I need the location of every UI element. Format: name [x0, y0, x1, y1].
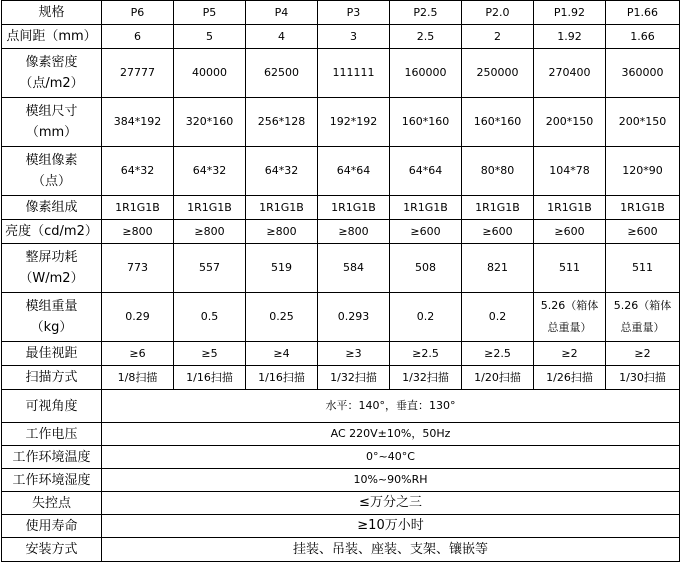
spec-cell	[390, 342, 462, 366]
spec-cell	[390, 244, 462, 293]
spec-cell	[102, 49, 174, 98]
spec-cell-value: 1/26扫描	[546, 370, 593, 384]
spec-cell	[462, 98, 534, 147]
spec-cell-value: 62500	[264, 66, 299, 79]
model-header-p1-66: P1.66	[606, 1, 680, 25]
spec-cell	[174, 366, 246, 390]
spec-cell-value: ≥800	[122, 224, 153, 238]
spec-cell	[462, 220, 534, 244]
spec-cell-value: 1/16扫描	[186, 370, 233, 384]
row-label-line: 最佳视距	[25, 346, 78, 361]
spec-cell-value: ≥800	[338, 224, 369, 238]
spec-cell-value: 256*128	[257, 115, 306, 128]
spec-cell-value: 104*78	[549, 164, 590, 177]
spec-cell-value: 0.25	[269, 310, 294, 323]
spec-cell-value: 0.2	[416, 310, 435, 323]
model-header-p2-5: P2.5	[390, 1, 462, 25]
row-label-best-viewing-distance	[2, 342, 102, 366]
spec-cell-value: 0.29	[125, 310, 150, 323]
spec-cell-value: 1/16扫描	[258, 370, 305, 384]
row-label-line: 模组尺寸	[25, 104, 78, 119]
row-label-module-weight	[2, 293, 102, 342]
spec-cell	[606, 366, 680, 390]
spec-cell	[102, 25, 174, 49]
spec-cell-value: ≥2	[634, 346, 651, 360]
spec-cell-value: 5.26（箱体	[540, 299, 599, 312]
spec-cell-value: ≥2	[561, 346, 578, 360]
spec-cell-value: 519	[271, 261, 292, 274]
row-label-line: 像素密度	[25, 55, 78, 70]
row-label-module-size	[2, 98, 102, 147]
spec-cell	[174, 196, 246, 220]
model-header-p6: P6	[102, 1, 174, 25]
spec-cell	[534, 196, 606, 220]
span-value-operating-temperature: 0°~40°C	[102, 446, 680, 469]
spec-cell-value: 0.2	[488, 310, 507, 323]
spec-cell	[534, 98, 606, 147]
spec-cell	[462, 147, 534, 196]
model-header-p2-0: P2.0	[462, 1, 534, 25]
model-header-p3: P3	[318, 1, 390, 25]
spec-cell-value: ≥800	[194, 224, 225, 238]
spec-cell	[102, 147, 174, 196]
spec-cell	[534, 25, 606, 49]
spec-cell	[174, 220, 246, 244]
spec-cell-value: 821	[487, 261, 508, 274]
spec-cell	[390, 220, 462, 244]
spec-cell-value: 584	[343, 261, 364, 274]
spec-cell-value: 1.92	[557, 29, 582, 43]
spec-cell	[606, 98, 680, 147]
header-label: 规格	[2, 1, 102, 25]
spec-cell-value: ≥600	[410, 224, 441, 238]
spec-cell-value: ≥6	[129, 346, 146, 360]
row-label-line: （点/m2）	[19, 76, 84, 91]
spec-cell	[246, 366, 318, 390]
model-header-p1-92: P1.92	[534, 1, 606, 25]
spec-cell-value: 0.5	[200, 310, 219, 323]
spec-cell	[390, 25, 462, 49]
spec-cell	[534, 49, 606, 98]
spec-row-module-weight	[2, 293, 680, 342]
spec-row-module-size	[2, 98, 680, 147]
spec-cell	[462, 366, 534, 390]
spec-cell	[174, 49, 246, 98]
row-label-installation-method: 安装方式	[2, 538, 102, 562]
row-label-pixel-density	[2, 49, 102, 98]
row-label-line: （点）	[31, 174, 71, 189]
spec-cell	[246, 98, 318, 147]
spec-cell-value: 1R1G1B	[547, 200, 592, 214]
spec-cell-value: 1R1G1B	[620, 200, 665, 214]
spec-cell-value: 250000	[476, 66, 519, 79]
spec-cell	[318, 244, 390, 293]
spec-cell	[318, 196, 390, 220]
spec-cell	[318, 366, 390, 390]
spec-cell	[606, 147, 680, 196]
row-label-brightness	[2, 220, 102, 244]
spec-cell	[606, 220, 680, 244]
spec-row-pixel-density	[2, 49, 680, 98]
spec-row-best-viewing-distance	[2, 342, 680, 366]
spec-cell	[390, 147, 462, 196]
spec-cell	[462, 49, 534, 98]
spec-cell	[606, 293, 680, 342]
spec-cell-value: 1.66	[630, 29, 655, 43]
row-label-lifespan: 使用寿命	[2, 515, 102, 538]
spec-cell-value: 320*160	[185, 115, 234, 128]
spec-row-scan-mode	[2, 366, 680, 390]
spec-cell	[246, 147, 318, 196]
span-row-operating-humidity	[2, 469, 680, 492]
spec-cell	[174, 293, 246, 342]
spec-cell-value: 200*150	[618, 115, 667, 128]
span-row-out-of-control-points	[2, 492, 680, 515]
spec-cell	[462, 293, 534, 342]
spec-cell-value: ≥600	[627, 224, 658, 238]
model-header-p5: P5	[174, 1, 246, 25]
spec-cell	[174, 342, 246, 366]
spec-cell-value: 64*32	[120, 164, 155, 177]
spec-cell	[534, 244, 606, 293]
row-label-scan-mode	[2, 366, 102, 390]
spec-cell-value: 1R1G1B	[475, 200, 520, 214]
spec-cell-value: 1R1G1B	[331, 200, 376, 214]
spec-cell-value: 5	[206, 29, 213, 43]
spec-cell	[246, 49, 318, 98]
row-label-power-consumption	[2, 244, 102, 293]
span-value-working-voltage: AC 220V±10%，50Hz	[102, 423, 680, 446]
spec-cell-value: ≥2.5	[412, 346, 439, 360]
spec-cell	[606, 49, 680, 98]
span-value-operating-humidity: 10%~90%RH	[102, 469, 680, 492]
spec-cell-value: 1/8扫描	[117, 370, 158, 384]
spec-cell-value: 1/20扫描	[474, 370, 521, 384]
row-label-module-pixels	[2, 147, 102, 196]
spec-cell-value: 160*160	[401, 115, 450, 128]
spec-cell-value: 773	[127, 261, 148, 274]
spec-cell	[390, 293, 462, 342]
row-label-line: （W/m2）	[19, 271, 84, 286]
row-label-viewing-angle: 可视角度	[2, 390, 102, 423]
row-label-line: 扫描方式	[25, 370, 78, 385]
row-label-line: 亮度（cd/m2）	[5, 224, 98, 239]
spec-cell	[534, 147, 606, 196]
spec-cell	[246, 293, 318, 342]
spec-cell-value: 64*32	[192, 164, 227, 177]
spec-cell	[606, 196, 680, 220]
spec-cell	[102, 98, 174, 147]
spec-cell	[606, 342, 680, 366]
spec-cell	[390, 366, 462, 390]
spec-cell	[246, 342, 318, 366]
spec-cell-value: ≥5	[201, 346, 218, 360]
spec-cell	[246, 196, 318, 220]
spec-cell	[462, 25, 534, 49]
spec-cell	[606, 244, 680, 293]
spec-cell	[462, 342, 534, 366]
span-row-operating-temperature	[2, 446, 680, 469]
spec-cell	[174, 25, 246, 49]
spec-row-pixel-pitch	[2, 25, 680, 49]
spec-cell-value: 1/30扫描	[619, 370, 666, 384]
spec-cell-value: 192*192	[329, 115, 378, 128]
row-label-out-of-control-points: 失控点	[2, 492, 102, 515]
spec-cell	[102, 342, 174, 366]
spec-cell-value: 3	[350, 29, 357, 43]
span-row-viewing-angle	[2, 390, 680, 423]
spec-cell-value: ≥2.5	[484, 346, 511, 360]
span-value-out-of-control-points: ≤万分之三	[102, 492, 680, 515]
row-label-line: 模组像素	[25, 153, 78, 168]
span-value-lifespan: ≥10万小时	[102, 515, 680, 538]
spec-cell-value: 64*64	[408, 164, 443, 177]
spec-cell	[318, 147, 390, 196]
spec-cell	[318, 342, 390, 366]
spec-cell-value: 0.293	[337, 310, 370, 323]
spec-cell-value: ≥4	[273, 346, 290, 360]
row-label-line: （mm）	[25, 125, 78, 140]
spec-cell-value: 160000	[404, 66, 447, 79]
row-label-pixel-pitch	[2, 25, 102, 49]
row-label-line: 像素组成	[25, 200, 78, 215]
spec-cell-value: 1R1G1B	[115, 200, 160, 214]
spec-row-module-pixels	[2, 147, 680, 196]
spec-cell-value: 384*192	[113, 115, 162, 128]
spec-cell	[462, 196, 534, 220]
row-label-line: 整屏功耗	[25, 250, 78, 265]
spec-cell-value: 511	[559, 261, 580, 274]
spec-table	[1, 0, 680, 562]
spec-cell-value: ≥3	[345, 346, 362, 360]
span-value-viewing-angle: 水平：140°，垂直：130°	[102, 390, 680, 423]
spec-cell-value: ≥600	[554, 224, 585, 238]
span-value-installation-method: 挂装、吊装、座装、支架、镶嵌等	[102, 538, 680, 562]
spec-cell-value: 2	[494, 29, 501, 43]
spec-cell-value: ≥600	[482, 224, 513, 238]
spec-cell	[318, 98, 390, 147]
spec-cell-value: 1/32扫描	[330, 370, 377, 384]
row-label-line: 模组重量	[25, 299, 78, 314]
spec-cell	[318, 293, 390, 342]
spec-cell-value: 27777	[120, 66, 155, 79]
row-label-operating-temperature: 工作环境温度	[2, 446, 102, 469]
spec-cell-value: 80*80	[480, 164, 515, 177]
spec-cell-value: 1/32扫描	[402, 370, 449, 384]
spec-cell-value: 1R1G1B	[187, 200, 232, 214]
spec-cell-value: 557	[199, 261, 220, 274]
row-label-pixel-composition	[2, 196, 102, 220]
spec-cell-value: 360000	[621, 66, 664, 79]
spec-cell-value: 6	[134, 29, 141, 43]
spec-cell	[102, 220, 174, 244]
spec-cell	[174, 147, 246, 196]
spec-cell-value: 511	[632, 261, 653, 274]
spec-cell	[102, 196, 174, 220]
spec-cell-value: 64*32	[264, 164, 299, 177]
spec-cell-value: 160*160	[473, 115, 522, 128]
spec-cell-value: 1R1G1B	[403, 200, 448, 214]
spec-cell	[318, 25, 390, 49]
spec-cell	[390, 196, 462, 220]
spec-cell	[390, 49, 462, 98]
row-label-line: 点间距（mm）	[6, 29, 97, 44]
spec-row-pixel-composition	[2, 196, 680, 220]
spec-cell	[174, 98, 246, 147]
spec-cell	[102, 293, 174, 342]
spec-cell-value: 2.5	[416, 29, 435, 43]
spec-cell-value: 508	[415, 261, 436, 274]
row-label-operating-humidity: 工作环境湿度	[2, 469, 102, 492]
spec-cell	[318, 220, 390, 244]
spec-cell-value: 5.26（箱体	[613, 299, 672, 312]
span-row-installation-method	[2, 538, 680, 562]
header-row	[2, 1, 680, 25]
spec-cell-value: 270400	[548, 66, 591, 79]
row-label-line: （kg）	[30, 320, 73, 335]
spec-cell-value: ≥800	[266, 224, 297, 238]
spec-cell	[246, 25, 318, 49]
spec-cell	[534, 220, 606, 244]
spec-cell-value: 120*90	[622, 164, 663, 177]
spec-cell-value: 4	[278, 29, 285, 43]
spec-cell	[318, 49, 390, 98]
spec-cell	[534, 366, 606, 390]
spec-cell	[534, 293, 606, 342]
spec-cell-value: 40000	[192, 66, 227, 79]
span-row-working-voltage	[2, 423, 680, 446]
spec-cell-value: 111111	[332, 66, 375, 79]
spec-cell-value: 总重量）	[547, 321, 592, 334]
spec-cell	[102, 366, 174, 390]
spec-cell-value: 1R1G1B	[259, 200, 304, 214]
spec-cell-value: 200*150	[545, 115, 594, 128]
spec-row-power-consumption	[2, 244, 680, 293]
spec-cell	[390, 98, 462, 147]
spec-cell	[606, 25, 680, 49]
spec-cell-value: 64*64	[336, 164, 371, 177]
row-label-working-voltage: 工作电压	[2, 423, 102, 446]
spec-cell-value: 总重量）	[620, 321, 665, 334]
spec-cell	[462, 244, 534, 293]
span-row-lifespan	[2, 515, 680, 538]
spec-cell	[174, 244, 246, 293]
spec-cell	[246, 220, 318, 244]
spec-cell	[534, 342, 606, 366]
spec-row-brightness	[2, 220, 680, 244]
spec-cell	[246, 244, 318, 293]
model-header-p4: P4	[246, 1, 318, 25]
spec-cell	[102, 244, 174, 293]
table-body	[2, 1, 680, 562]
